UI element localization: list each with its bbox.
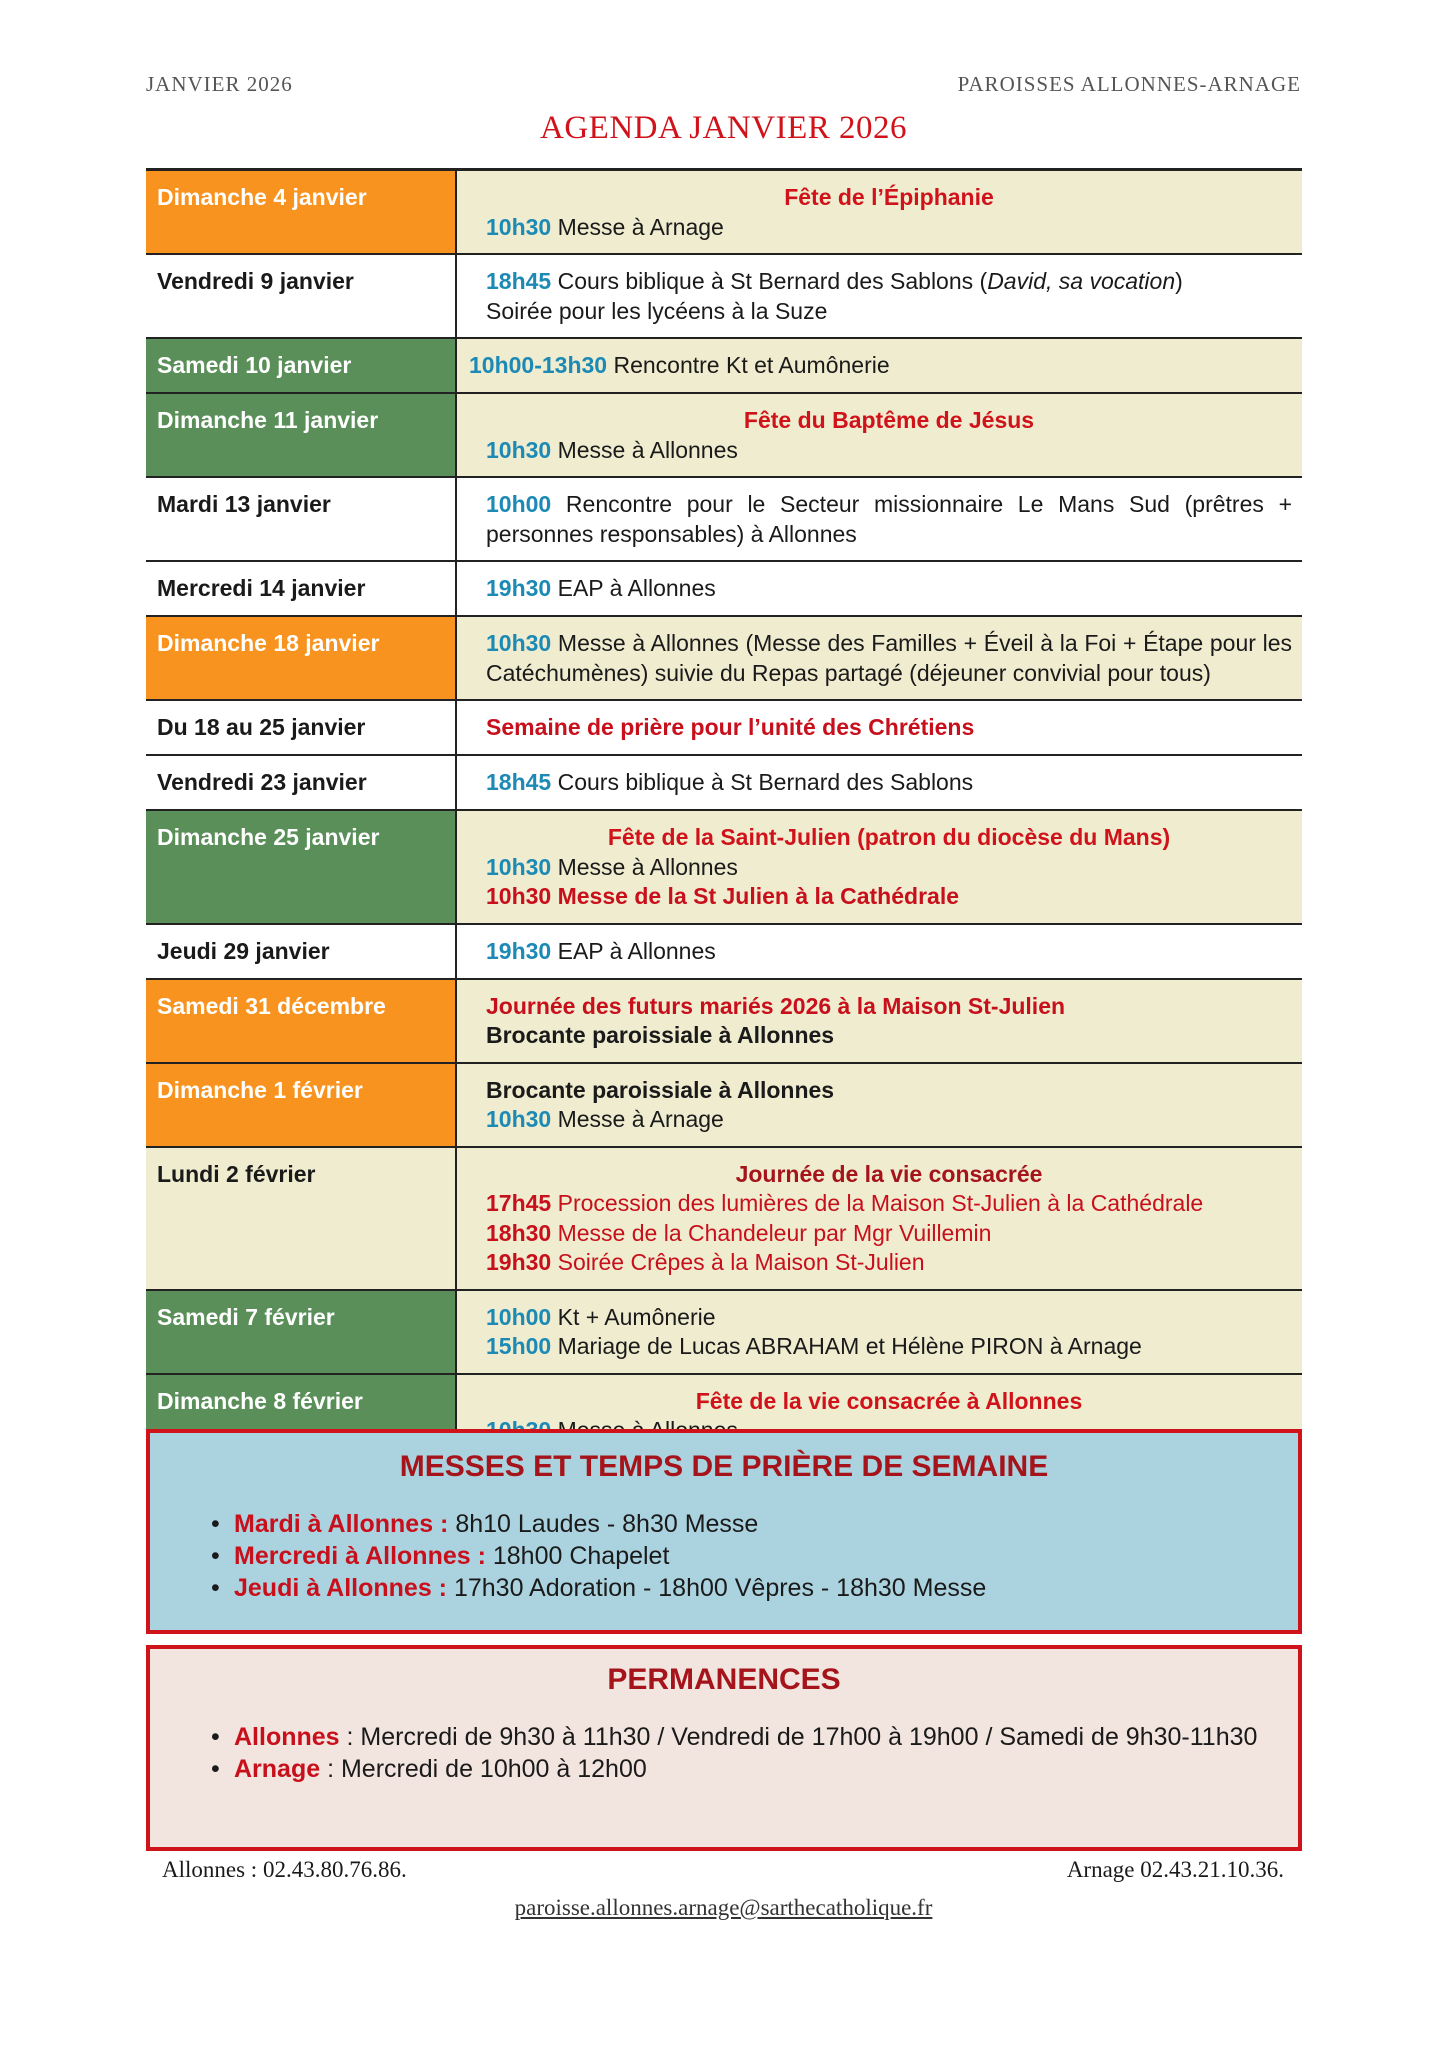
- bullet: •: [211, 1510, 220, 1538]
- bullet: •: [211, 1542, 220, 1570]
- agenda-date: Samedi 7 février: [146, 1291, 457, 1373]
- agenda-row: [146, 701, 1302, 756]
- agenda-row: [146, 811, 1302, 925]
- event-title: Fête de la vie consacrée à Allonnes: [695, 1387, 1083, 1414]
- weekly-label: Jeudi à Allonnes :: [234, 1574, 448, 1602]
- event-text: Cours biblique à St Bernard des Sablons (: [551, 268, 988, 294]
- permanence-text: : Mercredi de 10h00 à 12h00: [320, 1755, 647, 1783]
- agenda-date: Dimanche 8 février: [146, 1375, 457, 1457]
- agenda-row: [146, 562, 1302, 617]
- event-text: Rencontre pour le Secteur missionnaire Le Mans Sud (prêtres + personnes responsables) à Allonnes: [486, 491, 1292, 547]
- agenda-row: [146, 478, 1302, 562]
- weekly-text: 8h10 Laudes - 8h30 Messe: [448, 1510, 759, 1538]
- event-text: Messe à Allonnes: [551, 436, 738, 463]
- agenda-event: [457, 562, 1302, 615]
- event-text: Mariage de Lucas ABRAHAM et Hélène PIRON à Arnage: [551, 1333, 1142, 1359]
- event-time: 10h30: [486, 436, 552, 463]
- event-text: Messe de la Chandeleur par Mgr Vuillemin: [551, 1219, 992, 1246]
- agenda-event: [457, 1291, 1302, 1373]
- permanence-label: Allonnes: [234, 1723, 340, 1751]
- event-text: Messe à Arnage: [551, 1106, 724, 1132]
- agenda-date: Dimanche 18 janvier: [146, 617, 457, 699]
- event-time: 19h30: [486, 575, 552, 601]
- weekly-title: MESSES ET TEMPS DE PRIÈRE DE SEMAINE: [399, 1450, 1049, 1483]
- agenda-event: [457, 394, 1302, 476]
- weekly-text: 18h00 Chapelet: [485, 1542, 670, 1570]
- event-title: Fête de la Saint-Julien (patron du diocèse du Mans): [607, 824, 1171, 850]
- event-text-end: ): [1175, 268, 1183, 294]
- list-item: [211, 1540, 1282, 1572]
- weekly-label: Mardi à Allonnes :: [234, 1510, 449, 1538]
- event-text: Soirée Crêpes à la Maison St-Julien: [551, 1249, 925, 1275]
- event-text: Rencontre Kt et Aumônerie: [607, 352, 890, 378]
- permanences-list: [150, 1721, 1298, 1785]
- agenda-event: [457, 756, 1302, 809]
- permanence-text: : Mercredi de 9h30 à 11h30 / Vendredi de 17h00 à 19h00 / Samedi de 9h30-11h30: [339, 1723, 1258, 1751]
- event-time: 10h30: [486, 883, 552, 909]
- agenda-date: Du 18 au 25 janvier: [146, 701, 457, 754]
- event-text: Soirée pour les lycéens à la Suze: [486, 297, 828, 324]
- permanence-label: Arnage: [234, 1755, 321, 1783]
- event-time: 18h30: [486, 1219, 552, 1246]
- event-time: 19h30: [486, 937, 552, 964]
- agenda-event: [457, 925, 1302, 978]
- agenda-date: Dimanche 25 janvier: [146, 811, 457, 923]
- event-title: Fête du Baptême de Jésus: [743, 407, 1035, 433]
- permanences-title: PERMANENCES: [607, 1663, 841, 1696]
- event-text-italic: David, sa vocation: [987, 268, 1176, 294]
- agenda-event: [457, 339, 1302, 392]
- event-text: EAP à Allonnes: [551, 937, 716, 964]
- agenda-event: [457, 255, 1302, 337]
- agenda-row: [146, 925, 1302, 980]
- event-time: 10h00-13h30: [469, 352, 608, 378]
- phone-allonnes: Allonnes : 02.43.80.76.86.: [162, 1857, 407, 1882]
- agenda-row: [146, 255, 1302, 339]
- agenda-date: Lundi 2 février: [146, 1148, 457, 1289]
- bullet: •: [211, 1755, 220, 1783]
- phone-arnage[interactable]: Arnage 02.43.21.10.36.: [1066, 1857, 1284, 1882]
- agenda-date: Mercredi 14 janvier: [146, 562, 457, 615]
- agenda-date: Samedi 10 janvier: [146, 339, 457, 392]
- agenda-row: [146, 171, 1302, 255]
- agenda-date: Dimanche 4 janvier: [146, 171, 457, 253]
- weekly-text: 17h30 Adoration - 18h00 Vêpres - 18h30 Messe: [447, 1574, 987, 1602]
- agenda-table: [146, 168, 1302, 1459]
- agenda-event: [457, 1148, 1302, 1289]
- event-time: 19h30: [486, 1249, 552, 1275]
- permanences-box: [146, 1645, 1302, 1851]
- event-time: 10h00: [486, 491, 552, 517]
- event-time: 10h30: [486, 630, 552, 656]
- agenda-row: [146, 756, 1302, 811]
- agenda-date: Dimanche 11 janvier: [146, 394, 457, 476]
- event-text: Messe à Allonnes (Messe des Familles + Éveil à la Foi + Étape pour les Catéchumènes) suivie du Repas partagé (déjeuner convivial pour tous): [486, 630, 1292, 686]
- agenda-date: Vendredi 9 janvier: [146, 255, 457, 337]
- agenda-date: Vendredi 23 janvier: [146, 756, 457, 809]
- header-parish: PAROISSES ALLONNES-ARNAGE: [957, 72, 1301, 96]
- event-time: 17h45: [486, 1190, 552, 1216]
- event-text: Journée des futurs mariés 2026 à la Maison St-Julien: [486, 992, 1066, 1019]
- event-text: Procession des lumières de la Maison St-Julien à la Cathédrale: [551, 1190, 1204, 1216]
- agenda-row: [146, 980, 1302, 1064]
- list-item: [211, 1572, 1282, 1604]
- agenda-row: [146, 1064, 1302, 1148]
- agenda-event: [457, 980, 1302, 1062]
- email-link[interactable]: paroisse.allonnes.arnage@sarthecatholique.fr: [514, 1895, 933, 1920]
- agenda-event: [457, 617, 1302, 699]
- event-text: Messe à Allonnes: [551, 853, 738, 880]
- event-time: 10h30: [486, 1106, 552, 1132]
- weekly-list: [150, 1508, 1298, 1604]
- event-time: 10h30: [486, 853, 552, 880]
- event-text: Messe à Arnage: [551, 213, 724, 240]
- agenda-date: Jeudi 29 janvier: [146, 925, 457, 978]
- agenda-event: [457, 811, 1302, 923]
- event-time: 10h00: [486, 1303, 552, 1330]
- agenda-date: Mardi 13 janvier: [146, 478, 457, 560]
- agenda-event: [457, 171, 1302, 253]
- agenda-row: [146, 617, 1302, 701]
- event-time: 15h00: [486, 1333, 552, 1359]
- agenda-event: [457, 1064, 1302, 1146]
- event-text: Brocante paroissiale à Allonnes: [486, 1022, 835, 1048]
- bullet: •: [211, 1574, 220, 1602]
- agenda-event: [457, 701, 1302, 754]
- event-title: Fête de l’Épiphanie: [784, 184, 994, 210]
- event-text: Semaine de prière pour l’unité des Chrétiens: [486, 714, 975, 740]
- event-title: Journée de la vie consacrée: [735, 1160, 1043, 1187]
- event-text: Cours biblique à St Bernard des Sablons: [551, 769, 974, 795]
- page-title: AGENDA JANVIER 2026: [540, 110, 907, 146]
- event-text: Messe de la St Julien à la Cathédrale: [551, 883, 959, 909]
- list-item: [211, 1721, 1282, 1753]
- weekly-masses-box: [146, 1429, 1302, 1634]
- header-month: JANVIER 2026: [146, 72, 293, 96]
- event-text: EAP à Allonnes: [551, 575, 716, 601]
- agenda-row: [146, 1291, 1302, 1375]
- bullet: •: [211, 1723, 220, 1751]
- event-text: Brocante paroissiale à Allonnes: [486, 1076, 835, 1103]
- event-time: 10h30: [486, 213, 552, 240]
- agenda-row: [146, 394, 1302, 478]
- weekly-label: Mercredi à Allonnes :: [234, 1542, 486, 1570]
- list-item: [211, 1753, 1282, 1785]
- agenda-date: Samedi 31 décembre: [146, 980, 457, 1062]
- list-item: [211, 1508, 1282, 1540]
- agenda-row: [146, 339, 1302, 394]
- event-time: 18h45: [486, 268, 552, 294]
- agenda-date: Dimanche 1 février: [146, 1064, 457, 1146]
- agenda-row: [146, 1148, 1302, 1291]
- event-text: Kt + Aumônerie: [551, 1303, 716, 1330]
- agenda-event: [457, 478, 1302, 560]
- event-time: 18h45: [486, 769, 552, 795]
